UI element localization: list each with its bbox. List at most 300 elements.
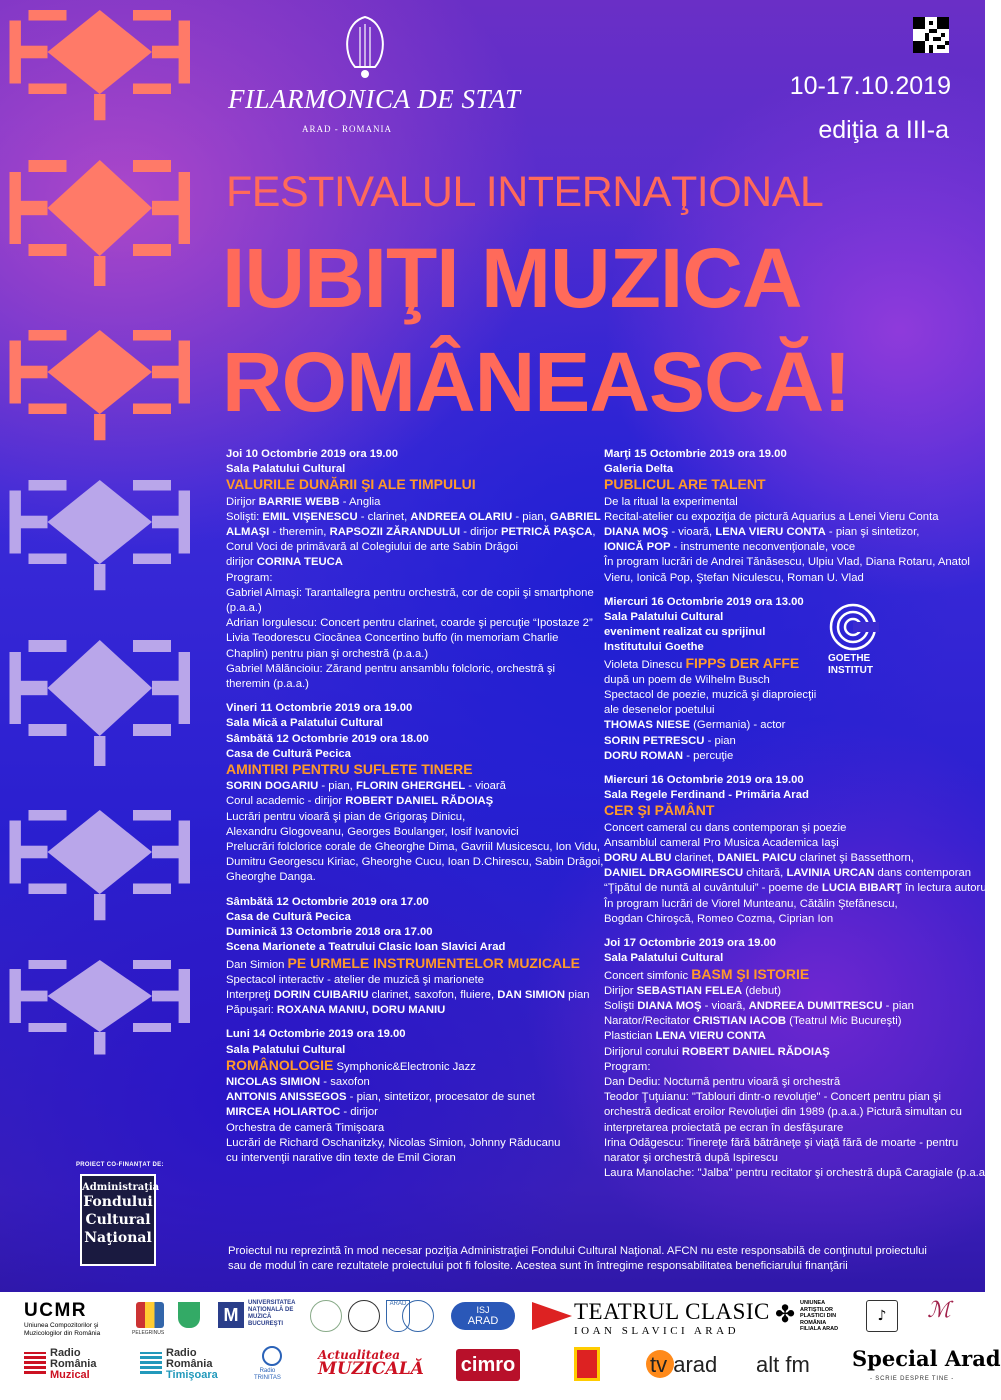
- performer-name: FLORIN GHERGHEL: [355, 780, 466, 793]
- event-title-row: [604, 477, 974, 494]
- event-venue: Sala Mică a Palatului Cultural: [226, 717, 383, 730]
- performer-name: SORIN DOGARIU: [226, 780, 319, 793]
- detail-text: Adrian Iorgulescu: Concert pentru clarinet, coarde şi percuţie “Ipostaze 2”: [226, 617, 593, 630]
- performer-name: BARRIE WEBB: [258, 495, 340, 508]
- event-detail-line: [604, 495, 974, 510]
- performer-name: DIANA MOŞ: [637, 999, 702, 1012]
- art-gallery-logo-icon: ♪: [866, 1300, 898, 1332]
- event-detail-line: [604, 1090, 974, 1105]
- isj-arad-logo: [451, 1302, 515, 1330]
- event-title-suffix: Symphonic&Electronic Jazz: [333, 1060, 476, 1073]
- event-venue: Casa de Cultură Pecica: [226, 910, 351, 923]
- event-venue-note: eveniment realizat cu sprijinul: [604, 626, 766, 639]
- performer-name: DANIEL DRAGOMIRESCU: [604, 867, 744, 880]
- event-detail-line: [226, 973, 596, 988]
- event-venue: Sala Palatului Cultural: [226, 1043, 346, 1056]
- performer-name: ALMAŞI: [226, 526, 270, 539]
- detail-text: Spectacol interactiv - atelier de muzică şi marionete: [226, 973, 485, 986]
- festival-edition: ediţia a III-a: [818, 116, 949, 144]
- pelegrinus-label: PELEGRINUS: [132, 1330, 165, 1336]
- event-detail-line: [604, 525, 974, 540]
- detail-text: - pian şi sintetizor,: [825, 526, 920, 539]
- program-left-column: [226, 447, 604, 1175]
- performer-name: SORIN PETRESCU: [604, 734, 705, 747]
- pelegrinus-crest-icon: [136, 1302, 164, 1328]
- event-detail-line: [604, 984, 974, 999]
- org-location: ARAD - ROMANIA: [302, 124, 392, 134]
- event-detail-line: [226, 510, 601, 525]
- detail-text: - pian, sintetizor, procesator de sunet: [346, 1091, 535, 1104]
- detail-text: Solişti:: [226, 510, 263, 523]
- detail-text: Gabriel Almaşi: Tarantallegra pentru orchestră, cor de copii şi smartphone: [226, 586, 594, 599]
- detail-text: Plastician: [604, 1030, 656, 1043]
- event-detail-line: [226, 647, 596, 662]
- program-right-column: [604, 447, 1001, 1190]
- performer-name: CORINA TEUCA: [256, 556, 343, 569]
- detail-text: Interpreţi: [226, 988, 274, 1001]
- motif-orange-2: [10, 160, 191, 286]
- detail-text: Teodor Ţuţuianu: "Tablouri dintr-o revoluţie" - Concert pentru pian şi: [604, 1091, 942, 1104]
- event-detail-line: [604, 1075, 974, 1090]
- detail-text: în lectura autorului.: [901, 882, 1001, 895]
- teatrul-line1: TEATRUL CLASIC: [574, 1299, 770, 1324]
- event-date: Duminică 13 Octombrie 2018 ora 17.00: [226, 926, 433, 939]
- goethe-logo-icon: [828, 602, 878, 652]
- detail-text: (Germania) - actor: [690, 719, 786, 732]
- event-detail-line: [226, 1105, 596, 1120]
- event-detail-line: [604, 1060, 974, 1075]
- event-detail-line: [226, 794, 596, 809]
- signature-logo-icon: ℳ: [927, 1298, 951, 1323]
- performer-name: ANDREEA DUMITRESCU: [748, 999, 883, 1012]
- rrt-line2: România: [166, 1358, 213, 1370]
- rrm-line3: Muzical: [50, 1369, 90, 1381]
- detail-text: cu intervenţii narative din texte de Emil Cioran: [226, 1151, 456, 1164]
- performer-name: ROBERT DANIEL RĂDOIAŞ: [681, 1045, 830, 1058]
- festival-title-line1: IUBIŢI MUZICA: [222, 231, 802, 325]
- school-badge-1-icon: [310, 1300, 342, 1332]
- radio-romania-muzical-logo: [50, 1348, 96, 1381]
- event-title-row: [604, 656, 974, 673]
- afcn-line4: Naţional: [84, 1230, 152, 1246]
- actualitatea-line1: Actualitatea: [318, 1348, 401, 1362]
- performer-name: LENA VIERU CONTA: [655, 1030, 766, 1043]
- event-title: ROMÂNOLOGIE: [226, 1056, 334, 1073]
- detail-text: Dan Dediu: Nocturnă pentru vioară şi orchestră: [604, 1075, 841, 1088]
- umb-line2: NAŢIONALĂ DE: [248, 1307, 294, 1313]
- detail-text: Program:: [226, 571, 273, 584]
- performer-name: RAPSOZII ZĂRANDULUI: [329, 526, 461, 539]
- isj-line2: ARAD: [467, 1315, 499, 1327]
- detail-text: - Anglia: [339, 495, 381, 508]
- radio-romania-timisoara-logo: [166, 1348, 218, 1381]
- event-title: BASM ŞI ISTORIE: [691, 965, 810, 982]
- motif-lilac-4: [10, 960, 191, 1055]
- radio-romania-timisoara-icon: [140, 1352, 162, 1374]
- disclaimer-line1: Proiectul nu reprezintă în mod necesar poziţia Administraţiei Fondului Cultural Naţional. AFCN nu este responsabilă de conţinutul proiectului: [228, 1245, 927, 1257]
- detail-text: - vioară,: [701, 999, 749, 1012]
- event-date: Miercuri 16 Octombrie 2019 ora 19.00: [604, 774, 804, 787]
- performer-name: THOMAS NIESE: [604, 719, 690, 732]
- performer-name: LUCIA BIBARŢ: [821, 882, 902, 895]
- event-title-prefix: Violeta Dinescu: [604, 658, 686, 671]
- rrt-line1: Radio: [166, 1347, 197, 1359]
- uap-line1: UNIUNEA: [800, 1300, 826, 1306]
- event-title-prefix: Concert simfonic: [604, 969, 692, 982]
- event-title-row: [604, 967, 974, 984]
- umb-logo-icon: M: [218, 1302, 244, 1328]
- performer-name: ANDREEA OLARIU: [410, 510, 513, 523]
- event-detail-line: [226, 840, 600, 855]
- detail-text: De la ritual la experimental: [604, 495, 738, 508]
- event-detail-line: [604, 821, 974, 836]
- special-arad-logo: Special Arad: [852, 1346, 1001, 1371]
- event-detail-line: [604, 836, 974, 851]
- alt-fm-logo: alt fm: [756, 1352, 810, 1377]
- event-detail-line: [226, 616, 596, 631]
- tv-arad-logo: tv arad: [650, 1352, 718, 1377]
- motif-lilac-3: [10, 810, 191, 920]
- event-date: Sâmbătă 12 Octombrie 2019 ora 18.00: [226, 732, 429, 745]
- detail-text: Corul academic - dirijor: [226, 795, 346, 808]
- event-detail-line: [226, 870, 596, 885]
- event-detail-line: [226, 825, 596, 840]
- disclaimer: [228, 1244, 973, 1274]
- performer-name: MIRCEA HOLIARTOC: [226, 1106, 341, 1119]
- event-title-row: [226, 762, 596, 779]
- performer-name: CRISTIAN IACOB: [693, 1015, 787, 1028]
- afcn-logo: [80, 1174, 160, 1266]
- program-event: [604, 595, 974, 764]
- school-badge-3-icon: [402, 1300, 434, 1332]
- event-detail-line: [226, 495, 596, 510]
- detail-text: chitară,: [743, 867, 787, 880]
- program-event: [226, 895, 596, 1019]
- event-detail-line: [604, 851, 974, 866]
- detail-text: - pian,: [318, 780, 356, 793]
- teatrul-line2: IOAN SLAVICI ARAD: [574, 1325, 740, 1337]
- event-venue: Scena Marionete a Teatrului Clasic Ioan Slavici Arad: [226, 941, 506, 954]
- performer-name: DAN SIMION: [497, 988, 566, 1001]
- detail-text: Concert cameral cu dans contemporan şi poezie: [604, 821, 847, 834]
- event-detail-line: [604, 1136, 974, 1151]
- detail-text: Narator/Recitator: [604, 1015, 694, 1028]
- event-detail-line: [604, 912, 974, 927]
- detail-text: Chaplin) pentru pian şi orchestră (p.a.a.): [226, 647, 429, 660]
- motif-orange-1: [10, 10, 191, 120]
- detail-text: Dirijor: [226, 495, 259, 508]
- event-date: Vineri 11 Octombrie 2019 ora 19.00: [226, 702, 413, 715]
- rrm-line2: România: [50, 1358, 97, 1370]
- detail-text: (p.a.a.): [226, 602, 262, 615]
- detail-text: Laura Manolache: "Jalba" pentru recitator şi orchestră după Caragiale (p.a.a.): [604, 1167, 992, 1180]
- event-detail-line: [226, 555, 596, 570]
- detail-text: În program lucrări de Andrei Tănăsescu, Ulpiu Vlad, Diana Rotaru, Anatol: [604, 556, 970, 569]
- detail-text: Livia Teodorescu Ciocănea Concertino buffo (in memoriam Charlie: [226, 632, 559, 645]
- motif-lilac-2: [10, 640, 191, 766]
- event-detail-line: [226, 779, 596, 794]
- event-title-row: [226, 1058, 596, 1075]
- program-event: [604, 773, 1001, 927]
- event-detail-line: [226, 601, 596, 616]
- goethe-label: [828, 653, 873, 677]
- festival-title-line2: ROMÂNEASCĂ!: [222, 335, 851, 429]
- event-detail-line: [226, 525, 596, 540]
- org-name: FILARMONICA DE STAT: [228, 84, 521, 114]
- afcn-line2: Fondului: [83, 1194, 153, 1210]
- detail-text: (debut): [742, 984, 782, 997]
- event-date: Joi 17 Octombrie 2019 ora 19.00: [604, 937, 777, 950]
- event-detail-line: [604, 999, 974, 1014]
- detail-text: orchestră dedicat eroilor Revoluţiei din 1989 (p.a.a.) Pictură simultan cu: [604, 1106, 962, 1119]
- event-venue: Sala Palatului Cultural: [604, 952, 724, 965]
- arad-badge-label: ARAD: [389, 1301, 407, 1307]
- event-detail-line: [226, 571, 596, 586]
- performer-name: DANIEL PAICU: [717, 852, 797, 865]
- detail-text: clarinet şi Bassetthorn,: [796, 852, 914, 865]
- detail-text: interpretarea proiectată pe ecran în desfăşurare: [604, 1121, 844, 1134]
- cimro-logo: cimro: [456, 1349, 520, 1381]
- detail-text: - pian,: [512, 510, 550, 523]
- event-venue: Galeria Delta: [604, 463, 674, 476]
- event-title: VALURILE DUNĂRII ŞI ALE TIMPULUI: [226, 476, 476, 493]
- performer-name: IONICĂ POP: [604, 541, 671, 554]
- event-detail-line: [604, 1014, 974, 1029]
- detail-text: Corul Voci de primăvară al Colegiului de arte Sabin Drăgoi: [226, 541, 518, 554]
- detail-text: Bogdan Chiroşcă, Romeo Cozma, Ciprian Ion: [604, 912, 834, 925]
- detail-text: Vieru, Ionică Pop, Ştefan Niculescu, Roman U. Vlad: [604, 571, 864, 584]
- festival-dates: 10-17.10.2019: [789, 72, 951, 100]
- event-detail-line: [226, 1136, 596, 1151]
- event-date: Marţi 15 Octombrie 2019 ora 19.00: [604, 448, 787, 460]
- detail-text: Gheorghe Danga.: [226, 871, 316, 884]
- performer-name: LENA VIERU CONTA: [715, 526, 826, 539]
- teatrul-mask-icon: [532, 1302, 572, 1330]
- event-detail-line: [604, 1045, 974, 1060]
- detail-text: dirijor: [226, 556, 257, 569]
- event-detail-line: [226, 586, 596, 601]
- afcn-line3: Cultural: [85, 1212, 151, 1228]
- umb-line1: UNIVERSITATEA: [248, 1300, 296, 1306]
- event-title: AMINTIRI PENTRU SUFLETE TINERE: [226, 761, 473, 778]
- afcn-line1: Administraţia: [82, 1182, 160, 1193]
- crest-emblem-icon: [574, 1347, 600, 1381]
- detail-text: narator şi orchestră după Ispirescu: [604, 1151, 778, 1164]
- detail-text: - theremin,: [269, 526, 330, 539]
- teatrul-clasic-logo: [574, 1299, 770, 1337]
- event-detail-line: [604, 571, 974, 586]
- performer-name: NICOLAS SIMION: [226, 1075, 321, 1088]
- actualitatea-line2: MUZICALĂ: [318, 1359, 424, 1379]
- program-event: [226, 1027, 596, 1166]
- performer-name: DORU ALBU: [604, 852, 672, 865]
- detail-text: theremin (p.a.a.): [226, 678, 309, 691]
- event-detail-line: [604, 749, 974, 764]
- performer-name: DIANA MOŞ: [604, 526, 669, 539]
- detail-text: Lucrări de Richard Oschanitzky, Nicolas Simion, Johnny Răducanu: [226, 1136, 561, 1149]
- event-detail-line: [604, 718, 974, 733]
- uap-clover-icon: ✤: [774, 1301, 796, 1328]
- performer-name: DORU ROMAN: [604, 749, 684, 762]
- event-detail-line: [604, 734, 974, 749]
- rrm-line1: Radio: [50, 1347, 81, 1359]
- detail-text: - vioară: [465, 780, 506, 793]
- uap-line3: PLASTICI DIN: [800, 1313, 837, 1319]
- detail-text: clarinet,: [671, 852, 718, 865]
- event-detail-line: [226, 810, 596, 825]
- uap-line5: FILIALA ARAD: [800, 1326, 839, 1332]
- ucmr-title: UCMR: [24, 1300, 87, 1321]
- lyre-logo-icon: [330, 12, 400, 82]
- performer-name: EMIL VIŞENESCU: [262, 510, 358, 523]
- detail-text: - pian: [704, 734, 736, 747]
- event-detail-line: [226, 662, 596, 677]
- program-event: [226, 447, 601, 692]
- motif-orange-3: [10, 330, 191, 440]
- event-title-row: [604, 803, 974, 820]
- detail-text: Orchestra de cameră Timişoara: [226, 1121, 385, 1134]
- trinitas-line2: TRINITAS: [254, 1375, 281, 1381]
- event-detail-line: [226, 988, 596, 1003]
- performer-name: ANTONIS ANISSEGOS: [226, 1091, 347, 1104]
- detail-text: - dirijor: [340, 1106, 378, 1119]
- radio-trinitas-label: [254, 1368, 281, 1382]
- disclaimer-line2: sau de modul în care rezultatele proiectului pot fi folosite. Acestea sunt în întregime responsabilitatea beneficiarului finanţării: [228, 1260, 848, 1272]
- event-title-prefix: Dan Simion: [226, 958, 288, 971]
- detail-text: Recital-atelier cu expoziţia de pictură Aquarius a Lenei Vieru Conta: [604, 510, 939, 523]
- event-title: PUBLICUL ARE TALENT: [604, 476, 766, 493]
- detail-text: Prelucrări folclorice corale de Gheorghe Dima, Gavriil Musicescu, Ion Vidu,: [226, 841, 600, 854]
- event-detail-line: [226, 1121, 596, 1136]
- detail-text: Păpuşari:: [226, 1004, 277, 1017]
- event-detail-line: [604, 540, 974, 555]
- goethe-line2: INSTITUT: [828, 665, 873, 676]
- umb-label: [248, 1300, 295, 1328]
- uap-line2: ARTIŞTILOR: [800, 1306, 833, 1313]
- detail-text: - percuţie: [683, 749, 734, 762]
- umb-line3: MUZICĂ: [248, 1314, 272, 1320]
- event-detail-line: [226, 631, 596, 646]
- event-detail-line: [226, 1151, 596, 1166]
- event-title-row: [226, 956, 596, 973]
- detail-text: Solişti: [604, 999, 638, 1012]
- event-title: CER ŞI PĂMÂNT: [604, 802, 715, 819]
- detail-text: Dirijor: [604, 984, 637, 997]
- event-detail-line: [226, 1003, 596, 1018]
- detail-text: Dirijorul corului: [604, 1045, 682, 1058]
- event-detail-line: [226, 1075, 596, 1090]
- event-detail-line: [226, 677, 596, 692]
- event-detail-line: [604, 1166, 992, 1181]
- performer-name: ROBERT DANIEL RĂDOIAŞ: [345, 795, 494, 808]
- radio-romania-muzical-icon: [24, 1352, 46, 1374]
- event-detail-line: [604, 1105, 974, 1120]
- detail-text: În program lucrări de Viorel Munteanu, Cătălin Ştefănescu,: [604, 897, 898, 910]
- detail-text: - instrumente neconvenţionale, voce: [670, 541, 856, 554]
- detail-text: ,: [592, 526, 596, 539]
- event-date: Miercuri 16 Octombrie 2019 ora 13.00: [604, 595, 804, 608]
- detail-text: - vioară,: [668, 526, 716, 539]
- ucmr-sub1: Uniunea Compozitorilor şi: [24, 1322, 99, 1329]
- event-date: Joi 10 Octombrie 2019 ora 19.00: [226, 448, 399, 460]
- event-date: Sâmbătă 12 Octombrie 2019 ora 17.00: [226, 895, 429, 908]
- qr-code-icon: [913, 17, 949, 53]
- actualitatea-muzicala-logo: [318, 1348, 424, 1379]
- detail-text: - saxofon: [320, 1075, 370, 1088]
- goethe-line1: GOETHE: [828, 653, 871, 664]
- event-detail-line: [604, 703, 974, 718]
- motif-lilac-1: [10, 480, 191, 590]
- event-title: PE URMELE INSTRUMENTELOR MUZICALE: [287, 954, 580, 971]
- event-title-row: [226, 477, 596, 494]
- event-venue: Sala Regele Ferdinand - Primăria Arad: [604, 789, 809, 802]
- event-detail-line: [226, 1090, 596, 1105]
- event-venue: Sala Palatului Cultural: [604, 611, 724, 624]
- rrt-line3: Timişoara: [166, 1369, 218, 1381]
- detail-text: Gabriel Mălăncioiu: Zărand pentru ansamblu folcloric, orchestră şi: [226, 662, 556, 675]
- uap-line4: ROMÂNIA: [800, 1319, 827, 1326]
- detail-text: Irina Odăgescu: Tinereţe fără bătrâneţe şi viaţă fără de moarte - pentru: [604, 1136, 959, 1149]
- detail-text: (Teatrul Mic Bucureşti): [786, 1015, 902, 1028]
- event-venue: Sala Palatului Cultural: [226, 463, 346, 476]
- event-detail-line: [604, 881, 1001, 896]
- event-venue-note: Institutului Goethe: [604, 641, 704, 654]
- detail-text: “Ţipătul de nuntă al cuvântului” - poeme de: [604, 882, 822, 895]
- detail-text: - pian: [882, 999, 914, 1012]
- detail-text: - clarinet,: [357, 510, 411, 523]
- trinitas-line1: Radio: [259, 1368, 276, 1374]
- arad-county-crest-icon: [178, 1302, 200, 1328]
- event-venue: Casa de Cultură Pecica: [226, 747, 351, 760]
- uap-label: [800, 1300, 838, 1333]
- detail-text: Alexandru Glogoveanu, Georges Boulanger, Iosif Ivanovici: [226, 825, 519, 838]
- program-event: [226, 701, 604, 885]
- detail-text: Program:: [604, 1060, 651, 1073]
- event-detail-line: [604, 688, 974, 703]
- event-detail-line: [604, 1029, 974, 1044]
- event-detail-line: [604, 897, 974, 912]
- detail-text: clarinet, saxofon, fluiere,: [368, 988, 498, 1001]
- performer-name: ROXANA MANIU, DORU MANIU: [276, 1004, 446, 1017]
- performer-name: DORIN CUIBARIU: [273, 988, 369, 1001]
- program-event: [604, 936, 992, 1181]
- event-detail-line: [604, 673, 974, 688]
- detail-text: Dumitru Georgescu Kiriac, Gheorghe Cucu, Ioan D.Chirescu, Sabin Drăgoi,: [226, 856, 604, 869]
- event-detail-line: [604, 555, 974, 570]
- event-title: FIPPS DER AFFE: [685, 654, 800, 671]
- performer-name: PETRICĂ PAŞCA: [500, 526, 593, 539]
- event-detail-line: [604, 1121, 974, 1136]
- detail-text: Lucrări pentru vioară şi pian de Grigoraş Dinicu,: [226, 810, 466, 823]
- event-detail-line: [604, 1151, 974, 1166]
- radio-trinitas-icon: [262, 1346, 282, 1366]
- cofinanced-label: PROIECT CO-FINANŢAT DE:: [76, 1162, 164, 1168]
- performer-name: SEBASTIAN FELEA: [636, 984, 743, 997]
- ucmr-sub2: Muzicologilor din România: [24, 1330, 101, 1337]
- event-detail-line: [226, 540, 596, 555]
- detail-text: Ansamblul cameral Pro Musica Academica Iaşi: [604, 836, 839, 849]
- umb-line4: BUCUREŞTI: [248, 1321, 284, 1327]
- event-date: Luni 14 Octombrie 2019 ora 19.00: [226, 1028, 406, 1041]
- detail-text: Spectacol de poezie, muzică şi diaproiecţii: [604, 689, 817, 702]
- detail-text: pian: [565, 988, 590, 1001]
- folk-motif-column: [0, 0, 210, 1290]
- performer-name: LAVINIA URCAN: [786, 867, 875, 880]
- detail-text: ale desenelor poetului: [604, 704, 715, 717]
- ucmr-logo: [24, 1300, 100, 1338]
- detail-text: - dirijor: [460, 526, 501, 539]
- program-event: [604, 447, 974, 586]
